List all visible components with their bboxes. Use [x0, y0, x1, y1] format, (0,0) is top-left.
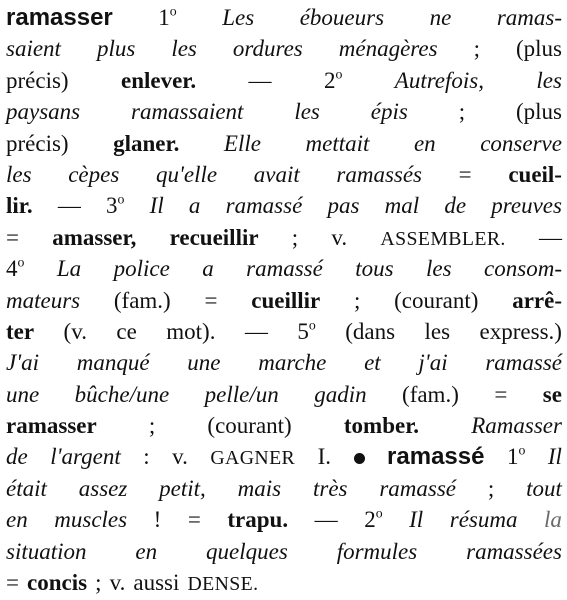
entry-word: bûche/une [74, 381, 170, 407]
entry-word: (fam.) [402, 381, 459, 407]
entry-word: (v. [63, 318, 87, 344]
entry-word: ce [116, 318, 137, 344]
entry-word: était [6, 475, 47, 501]
entry-word: I. [317, 444, 332, 470]
entry-word: une [187, 350, 221, 376]
entry-word: a [202, 256, 214, 282]
entry-word: — [57, 193, 81, 219]
entry-word: muscles [54, 507, 128, 533]
entry-word: ; [291, 224, 299, 250]
entry-word: résuma [449, 507, 518, 533]
entry-word: ; [473, 36, 480, 62]
entry-word: conserve [480, 130, 562, 156]
entry-line [6, 2, 562, 33]
entry-word: GAGNER [210, 447, 296, 470]
entry-word: gadin [314, 381, 367, 407]
entry-word: J'ai [6, 350, 40, 376]
entry-word: ; [458, 99, 466, 125]
entry-word: a [188, 193, 201, 219]
entry-word: ramasser [6, 413, 97, 439]
entry-word: = [6, 224, 19, 250]
entry-word: = [6, 570, 19, 596]
entry-word: de [6, 444, 28, 470]
entry-word: ménagères [338, 36, 438, 62]
entry-word: ; [487, 475, 495, 501]
ordinal-superscript: o [117, 191, 125, 207]
entry-word: Il [149, 193, 164, 219]
entry-word: — [248, 67, 272, 93]
ordinal-superscript: o [518, 442, 526, 458]
entry-word: ; [95, 570, 102, 596]
entry-word: trapu. [227, 507, 289, 533]
entry-word: — [538, 224, 562, 250]
entry-word: précis) [6, 67, 69, 93]
entry-word: lir. [6, 193, 33, 219]
entry-line [6, 33, 562, 64]
entry-word: (plus [515, 99, 562, 125]
entry-word: ASSEMBLER. [380, 227, 506, 250]
sense-number: 2$^o$ [364, 505, 383, 533]
headword: ramasser [6, 4, 113, 31]
ordinal-superscript: o [308, 317, 316, 333]
entry-line [6, 410, 562, 441]
entry-word: aussi [133, 570, 180, 596]
entry-word: = [494, 381, 508, 407]
entry-word: Elle [223, 130, 261, 156]
entry-word: ramassé [246, 256, 323, 282]
sense-number: 4$^o$ [6, 254, 25, 282]
entry-word: mateurs [6, 287, 81, 313]
entry-line [6, 441, 562, 472]
entry-word: La [56, 256, 82, 282]
entry-word: ramassé [379, 475, 457, 501]
entry-word: ramassées [466, 538, 562, 564]
entry-word: plus [96, 36, 136, 62]
entry-line [6, 504, 562, 535]
entry-word: les [294, 99, 320, 125]
sense-number: 1$^o$ [506, 442, 526, 470]
entry-word: les [536, 67, 562, 93]
entry-word: les [426, 256, 452, 282]
entry-line [6, 65, 562, 96]
entry-word: glaner. [113, 130, 180, 156]
entry-word: les [6, 161, 32, 187]
entry-word: consom- [484, 256, 562, 282]
entry-word: saient [6, 36, 61, 62]
entry-word: tomber. [343, 413, 420, 439]
entry-word: (dans [345, 318, 396, 344]
entry-word: arrê- [512, 287, 562, 313]
entry-word: DENSE. [187, 573, 259, 596]
entry-word: — [314, 507, 338, 533]
entry-word: avait [253, 161, 300, 187]
entry-word: tout [526, 475, 562, 501]
entry-word: une [6, 381, 40, 407]
entry-word: v. [109, 570, 126, 596]
entry-word: ne [429, 5, 452, 30]
entry-word: ramassé [485, 350, 562, 376]
entry-word: amasser, [52, 224, 137, 250]
bullet-icon [354, 453, 365, 464]
entry-line [6, 379, 562, 410]
entry-word: en [135, 538, 158, 564]
entry-word: petit, [159, 475, 206, 501]
entry-word: éboueurs [299, 5, 385, 30]
ordinal-superscript: o [375, 505, 383, 521]
entry-word: précis) [6, 130, 69, 156]
entry-word: cueil- [508, 161, 562, 187]
entry-word: épis [370, 99, 408, 125]
ordinal-superscript: o [169, 3, 177, 19]
entry-word: ter [6, 318, 35, 344]
entry-line [6, 253, 562, 284]
entry-word: en [6, 507, 28, 533]
entry-word: la [544, 507, 562, 533]
entry-word: marche [258, 350, 327, 376]
ordinal-superscript: o [335, 66, 343, 82]
entry-word: Il [547, 444, 562, 470]
entry-word: ramassé [225, 193, 303, 219]
entry-word: ! [153, 507, 162, 533]
entry-word: (fam.) [113, 287, 171, 313]
entry-word: = [187, 507, 201, 533]
entry-word: les [424, 318, 451, 344]
entry-line [6, 159, 562, 190]
entry-line [6, 316, 562, 347]
entry-word: (courant) [207, 413, 292, 439]
entry-line [6, 222, 562, 253]
entry-line [6, 285, 562, 316]
entry-word: ramassaient [131, 99, 244, 125]
entry-word: en [413, 130, 436, 156]
entry-word: (plus [516, 36, 562, 62]
entry-word: formules [336, 538, 418, 564]
entry-word: Autrefois, [394, 67, 484, 93]
entry-word: cueillir [251, 287, 321, 313]
entry-word: concis [27, 570, 88, 596]
entry-line [6, 128, 562, 159]
dictionary-entry [6, 2, 562, 596]
entry-word: situation [6, 538, 87, 564]
sense-number: 1$^o$ [158, 3, 177, 30]
entry-word: enlever. [120, 67, 197, 93]
entry-word: v. [331, 224, 348, 250]
entry-word: l'argent [50, 444, 121, 470]
entry-word: se [542, 381, 562, 407]
entry-word: preuves [491, 193, 562, 219]
entry-word: mal [384, 193, 420, 219]
entry-word: mettait [305, 130, 370, 156]
entry-word: express.) [479, 318, 562, 344]
entry-word: Il [409, 507, 424, 533]
entry-line [6, 473, 562, 504]
entry-word: v. [172, 444, 188, 470]
entry-word: : [143, 444, 150, 470]
entry-word: et [364, 350, 381, 376]
entry-word: tous [355, 256, 394, 282]
entry-word: Ramasser [471, 413, 562, 439]
entry-word: ramas- [496, 5, 562, 30]
entry-word: paysans [6, 99, 81, 125]
entry-word: j'ai [418, 350, 448, 376]
entry-word: assez [78, 475, 128, 501]
entry-line [6, 567, 562, 598]
entry-word: = [458, 161, 472, 187]
sense-number: 5$^o$ [297, 317, 316, 344]
entry-word: ordures [232, 36, 303, 62]
entry-word: mot). [166, 318, 216, 344]
entry-word: recueillir [169, 224, 259, 250]
entry-word: — [244, 318, 268, 344]
entry-word: pelle/un [204, 381, 279, 407]
entry-word: manqué [76, 350, 150, 376]
entry-word: qu'elle [155, 161, 218, 187]
entry-word: cèpes [68, 161, 120, 187]
entry-word: ; [353, 287, 361, 313]
ordinal-superscript: o [17, 254, 25, 270]
entry-word: ; [148, 413, 156, 439]
entry-word: pas [327, 193, 360, 219]
entry-word: (courant) [394, 287, 479, 313]
entry-line [6, 190, 562, 221]
entry-word: de [444, 193, 467, 219]
entry-line [6, 536, 562, 567]
entry-word: = [204, 287, 218, 313]
entry-line [6, 96, 562, 127]
sense-number: 2$^o$ [323, 66, 343, 93]
entry-word: les [171, 36, 197, 62]
entry-word: très [312, 475, 348, 501]
entry-word: police [113, 256, 170, 282]
entry-line [6, 347, 562, 378]
subentry-headword: ramassé [387, 443, 485, 471]
entry-word: ramassés [336, 161, 423, 187]
sense-number: 3$^o$ [106, 191, 125, 219]
entry-word: quelques [206, 538, 288, 564]
entry-word: Les [222, 5, 255, 30]
entry-word: mais [237, 475, 282, 501]
